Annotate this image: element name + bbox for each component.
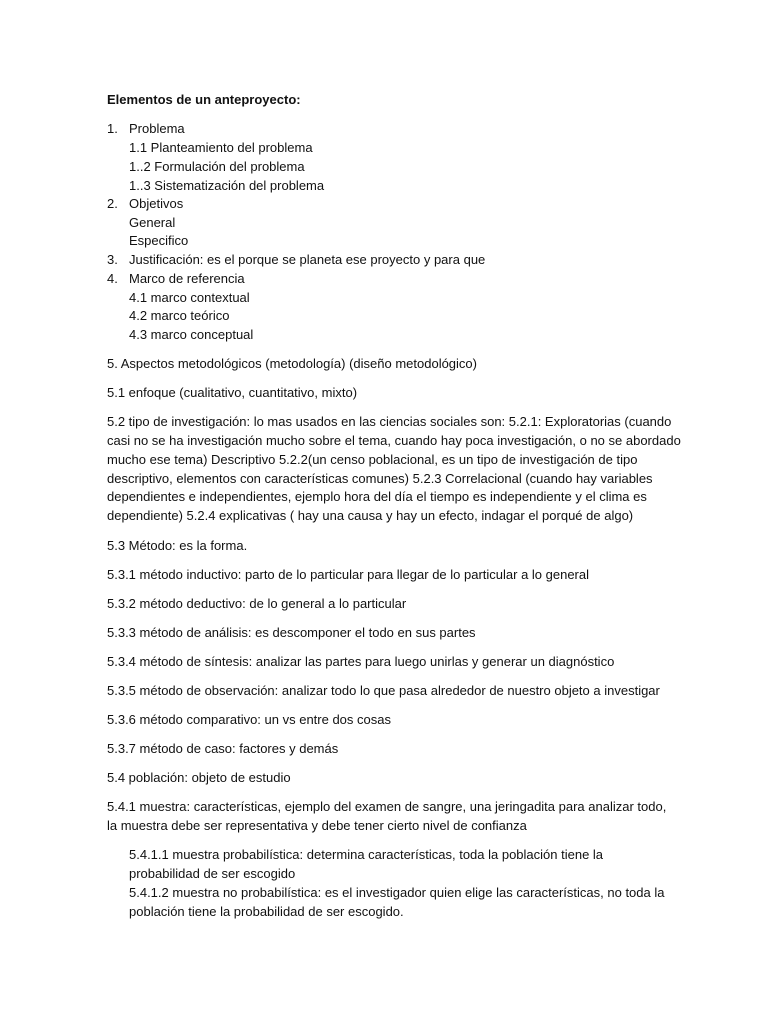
paragraph-line: 5.2 tipo de investigación: lo mas usados en las ciencias sociales son: 5.2.1: Exploratorias (cuando	[107, 414, 672, 429]
list-subitem: Especifico	[129, 233, 189, 248]
paragraph: 5.1 enfoque (cualitativo, cuantitativo, mixto)	[107, 385, 358, 400]
list-subitem: 4.2 marco teórico	[129, 308, 230, 323]
list-subitem: 4.1 marco contextual	[129, 290, 250, 305]
document-title: Elementos de un anteproyecto:	[107, 92, 301, 107]
paragraph-line: la muestra debe ser representativa y debe tener cierto nivel de confianza	[107, 818, 527, 833]
paragraph: 5.3.3 método de análisis: es descomponer el todo en sus partes	[107, 625, 476, 640]
paragraph: 5.3.4 método de síntesis: analizar las partes para luego unirlas y generar un diagnóstico	[107, 654, 615, 669]
list-subitem: 1..2 Formulación del problema	[129, 159, 305, 174]
paragraph-line: dependiente) 5.2.4 explicativas ( hay una causa y hay un efecto, indagar el porqué de algo)	[107, 508, 634, 523]
paragraph-line: probabilidad de ser escogido	[129, 866, 296, 881]
list-subitem: 1..3 Sistematización del problema	[129, 178, 325, 193]
list-subitem: 1.1 Planteamiento del problema	[129, 140, 313, 155]
paragraph-line: descriptivo, elementos con características comunes) 5.2.3 Correlacional (cuando hay variables	[107, 471, 653, 486]
paragraph-line: 5.4.1 muestra: características, ejemplo del examen de sangre, una jeringadita para analizar todo,	[107, 799, 667, 814]
list-number: 4.	[107, 271, 118, 286]
section-heading: 5. Aspectos metodológicos (metodología) (diseño metodológico)	[107, 356, 477, 371]
paragraph-line: 5.4.1.1 muestra probabilística: determina características, toda la población tiene la	[129, 847, 604, 862]
list-subitem: General	[129, 215, 176, 230]
list-item-objetivos: Objetivos	[129, 196, 184, 211]
list-item-problema: Problema	[129, 121, 185, 136]
list-number: 1.	[107, 121, 118, 136]
paragraph-line: dependientes e independientes, ejemplo hora del día el tiempo es independiente y el clima es	[107, 489, 647, 504]
paragraph: 5.3.2 método deductivo: de lo general a lo particular	[107, 596, 407, 611]
paragraph-line: mucho ese tema) Descriptivo 5.2.2(un censo poblacional, es un tipo de investigación de tipo	[107, 452, 638, 467]
list-item-marco: Marco de referencia	[129, 271, 245, 286]
paragraph: 5.3 Método: es la forma.	[107, 538, 248, 553]
paragraph: 5.4 población: objeto de estudio	[107, 770, 291, 785]
paragraph: 5.3.5 método de observación: analizar todo lo que pasa alrededor de nuestro objeto a investigar	[107, 683, 660, 698]
list-number: 3.	[107, 252, 118, 267]
paragraph: 5.3.7 método de caso: factores y demás	[107, 741, 339, 756]
paragraph-line: 5.4.1.2 muestra no probabilística: es el investigador quien elige las características, no toda la	[129, 885, 665, 900]
list-subitem: 4.3 marco conceptual	[129, 327, 254, 342]
paragraph-line: población tiene la probabilidad de ser escogido.	[129, 904, 404, 919]
paragraph: 5.3.1 método inductivo: parto de lo particular para llegar de lo particular a lo general	[107, 567, 590, 582]
paragraph-line: casi no se ha investigación mucho sobre el tema, cuando hay poca investigación, o no se abordado	[107, 433, 681, 448]
paragraph: 5.3.6 método comparativo: un vs entre dos cosas	[107, 712, 391, 727]
list-number: 2.	[107, 196, 118, 211]
list-item-justificacion: Justificación: es el porque se planeta ese proyecto y para que	[129, 252, 486, 267]
